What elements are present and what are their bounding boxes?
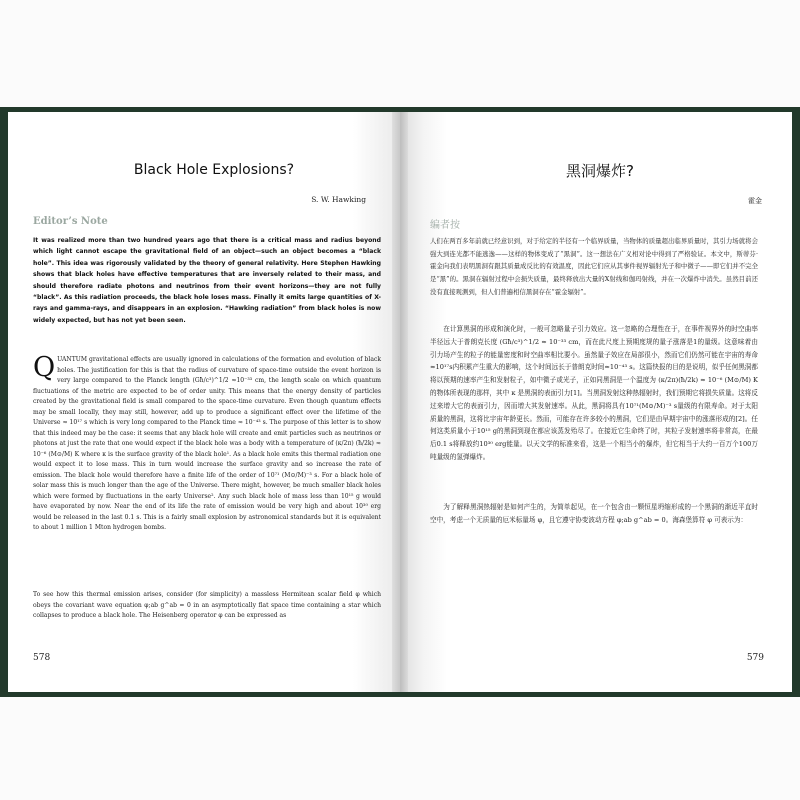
book-spine [392, 112, 408, 692]
right-page [400, 112, 792, 692]
page-title: 黑洞爆炸? [566, 162, 634, 180]
body-paragraph-2: To see how this thermal emission arises, consider (for simplicity) a massless Hermitean scalar field φ which obeys the covariant wave equation φ;ab g^ab = 0 in an asymptotically flat space time containing a star which collapses to produce a black hole. The Heisenberg operator φ can be expressed as [33, 591, 381, 619]
drop-cap: Q [33, 352, 56, 383]
editor-note-heading: Editor’s Note [33, 216, 108, 227]
body-paragraph-1: 在计算黑洞的形成和演化时，一般可忽略量子引力效应。这一忽略的合理性在于，在事件视界外的时空曲率半径远大于普朗克长度 (Għ/c³)^1/2 ≈ 10⁻³³ cm，而在此尺度上预期度规的量子涨落是1的量级。这意味着由引力场产生的粒子的能量密度和时空曲率相比要小。虽然量子效应在局部很小，然而它们仍然可能在宇宙的寿命≈10¹⁷s内积累产生重大的影响，这个时间远长于普朗克时间≈10⁻⁴³ s。这篇快报的目的是说明，似乎任何黑洞都将以预期的速率产生和发射粒子，如中微子或光子，正如同黑洞是一个温度为 (κ/2π)(ħ/2k) ≈ 10⁻⁶ (M⊙/M) K 的物体所表现的那样，其中 κ 是黑洞的表面引力[1]。当黑洞发射这种热辐射时，我们预期它将损失质量。这将反过来增大它的表面引力，因而增大其发射速率。从此，黑洞将具有10⁷¹(M⊙/M)⁻³ s量级的有限寿命。对于太阳质量的黑洞，这将比宇宙年龄更长。然而，可能存在许多较小的黑洞，它们是由早期宇宙中的涨落形成的[2]。任何这类质量小于10¹⁵ g的黑洞到现在都应该蒸发殆尽了。在接近它生命终了时，其粒子发射速率将非常高，在最后0.1 s将释放约10³⁰ erg能量。以天文学的标准来看，这是一个相当小的爆炸，但它相当于大约一百万个100万吨量级的氢弹爆炸。 [430, 325, 758, 461]
author-name: 霍金 [748, 197, 762, 205]
editor-note-heading: 编者按 [430, 220, 460, 231]
page-title: Black Hole Explosions? [133, 162, 295, 178]
editor-note-text: 人们在两百多年前就已经意识到，对于给定的半径有一个临界质量，当物体的质量超出临界质量时，其引力场就将会强大到连光都不能逃逸——这样的物体变成了“黑洞”。这一想法在广义相对论中得到了严格验证。本文中，斯蒂芬·霍金向我们表明黑洞有跟其质量成反比的有效温度，因此它们应从其事件视界辐射光子和中微子——即它们并不完全是“黑”的。黑洞在辐射过程中会损失质量，最终释放出大量的X射线和伽玛射线，并在一次爆炸中消失。虽然目前还没有直接观测到，但人们普遍相信黑洞存在“霍金辐射”。 [430, 237, 758, 296]
body-paragraph-1 [33, 352, 381, 534]
body-paragraph-1-text: UANTUM gravitational effects are usually ignored in calculations of the formation and evolution of black holes. The justification for this is that the radius of curvature of space-time outside the event horizon is very large compared to the Planck length (Għ/c³)^1/2 ≈10⁻³³ cm, the length scale on which quantum fluctuations of the metric are expected to be of order unity. This means that the energy density of particles created by the gravitational field is small compared to the space-time curvature. Even though quantum effects may be small locally, they may still, however, add up to produce a significant effect over the lifetime of the Universe ≈ 10¹⁷ s which is very long compared to the Planck time ≈ 10⁻⁴³ s. The purpose of this letter is to show that this indeed may be the case: it seems that any black hole will create and emit particles such as neutrinos or photons at just the rate that one would expect if the black hole was a body with a temperature of (κ/2π) (ħ/2k) ≈ 10⁻⁶ (M⊙/M) K where κ is the surface gravity of the black hole¹. As a black hole emits this thermal radiation one would expect it to lose mass. This in turn would increase the surface gravity and so increase the rate of emission. The black hole would therefore have a finite life of the order of 10⁷¹ (M⊙/M)⁻³ s. For a black hole of solar mass this is much longer than the age of the Universe. There might, however, be much smaller black holes which were formed by fluctuations in the early Universe². Any such black hole of mass less than 10¹⁵ g would have evaporated by now. Near the end of its life the rate of emission would be very high and about 10³⁰ erg would be released in the last 0.1 s. This is a fairly small explosion by astronomical standards but it is equivalent to about 1 million 1 Mton hydrogen bombs. [33, 356, 381, 531]
author-name: S. W. Hawking [311, 195, 366, 204]
body-paragraph-2: 为了解释黑洞热辐射是如何产生的，为简单起见，在一个包含由一颗恒星坍缩形成的一个黑洞的渐近平直时空中，考虑一个无质量的厄米标量场 φ，且它遵守协变波动方程 φ;ab g^ab = 0。海森堡算符 φ 可表示为： [430, 503, 758, 524]
page-number: 578 [33, 653, 51, 663]
page-number: 579 [746, 653, 764, 663]
editor-note-text: It was realized more than two hundred years ago that there is a critical mass and radius beyond which light cannot escape the gravitational field of an object—such an object becomes a “black hole”. This idea was rigorously validated by the theory of general relativity. Here Stephen Hawking shows that black holes have effective temperatures that are inversely related to their mass, and should therefore radiate photons and neutrinos from their event horizons—they are not fully “black”. As this radiation proceeds, the black hole loses mass. Finally it emits large quantities of X-rays and gamma-rays, and disappears in an explosion. “Hawking radiation” from black holes is now widely expected, but has not yet been seen. [33, 237, 381, 324]
left-page [8, 112, 400, 692]
